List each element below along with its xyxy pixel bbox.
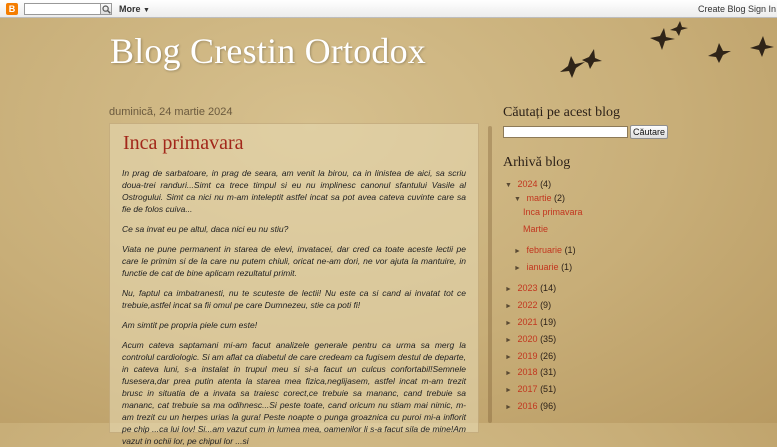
archive-count: (9) xyxy=(540,300,552,310)
archive-link[interactable]: 2019 xyxy=(517,351,538,361)
archive-count: (14) xyxy=(540,283,557,293)
archive-year-2020[interactable] xyxy=(505,334,556,344)
post-date-header: duminică, 24 martie 2024 xyxy=(109,106,233,118)
archive-year-2021[interactable] xyxy=(505,317,556,327)
post-paragraph: Viata ne pune permanent in starea de elevi, invatacei, dar cred ca toate aceste lectii pe care le primim si de la care nu putem chiuli, oricat ne-am dori, ne vor ajuta la mantuire, in functie de cat de bine aplicam rezultatul primit. xyxy=(122,244,466,278)
post-card xyxy=(109,123,479,446)
collapsed-toggle-icon[interactable]: ► xyxy=(505,286,512,293)
collapsed-toggle-icon[interactable]: ► xyxy=(505,370,512,377)
archive-count: (1) xyxy=(561,262,573,272)
collapsed-toggle-icon[interactable]: ► xyxy=(505,404,512,411)
collapsed-toggle-icon[interactable]: ► xyxy=(505,320,512,327)
birds-decoration-icon xyxy=(550,20,777,90)
blog-search-input[interactable] xyxy=(503,126,628,138)
archive-link[interactable]: 2018 xyxy=(517,367,538,377)
blogger-navbar xyxy=(0,0,777,18)
collapsed-toggle-icon[interactable]: ► xyxy=(514,248,521,255)
archive-link[interactable]: 2024 xyxy=(517,179,538,189)
archive-year-2018[interactable] xyxy=(505,367,556,377)
archive-link[interactable]: 2022 xyxy=(517,300,538,310)
post-paragraph: Am simtit pe propria piele cum este! xyxy=(122,320,258,330)
post-paragraph: Nu, faptul ca imbatranesti, nu te scuteste de lectii! Nu este ca si cand ai invatat tot ce trebuie,astfel incat sa fii omul pe care Dumnezeu, stie ca poti fi! xyxy=(122,288,466,310)
archive-post-link[interactable]: Martie xyxy=(523,224,549,234)
blogger-logo-icon[interactable]: B xyxy=(6,3,18,15)
post-paragraph: Ce sa invat eu pe altul, daca nici eu nu stiu? xyxy=(122,224,289,234)
archive-widget-heading: Arhivă blog xyxy=(503,155,571,170)
expanded-toggle-icon[interactable]: ▼ xyxy=(514,196,521,203)
post-title-link[interactable]: Inca primavara xyxy=(123,132,244,154)
archive-year-2017[interactable] xyxy=(505,384,556,394)
collapsed-toggle-icon[interactable]: ► xyxy=(514,265,521,272)
post-paragraph: In prag de sarbatoare, in prag de seara, am venit la birou, ca in linistea de aici, sa scriu doua-trei randuri...Simt ca trece timpul si eu nu implinesc canonul sfantului Vasile al Ostrogului. Simt ca nici nu m-am inteleptit astfel incat sa pot avea cateva cuvinte care sa fie de folos cuiva... xyxy=(122,168,466,214)
archive-count: (1) xyxy=(564,245,576,255)
post-body xyxy=(122,167,466,447)
archive-link[interactable]: 2017 xyxy=(517,384,538,394)
collapsed-toggle-icon[interactable]: ► xyxy=(505,387,512,394)
archive-link[interactable]: ianuarie xyxy=(526,262,559,272)
archive-count: (4) xyxy=(540,179,552,189)
archive-month-ianuarie[interactable] xyxy=(514,262,572,272)
sign-in-link[interactable]: Sign In xyxy=(748,4,777,14)
archive-count: (96) xyxy=(540,401,557,411)
archive-year-2016[interactable] xyxy=(505,401,556,411)
archive-count: (35) xyxy=(540,334,557,344)
archive-month-martie[interactable] xyxy=(514,193,565,203)
archive-link[interactable]: martie xyxy=(526,193,552,203)
archive-year-2024[interactable] xyxy=(505,179,551,189)
collapsed-toggle-icon[interactable]: ► xyxy=(505,354,512,361)
archive-count: (19) xyxy=(540,317,557,327)
post-scrollbar-thumb[interactable] xyxy=(488,126,492,423)
search-icon[interactable] xyxy=(100,3,112,15)
caret-down-icon: ▼ xyxy=(143,7,150,14)
archive-count: (31) xyxy=(540,367,557,377)
archive-link[interactable]: 2023 xyxy=(517,283,538,293)
archive-count: (2) xyxy=(554,193,566,203)
search-widget-heading: Căutați pe acest blog xyxy=(503,105,621,120)
collapsed-toggle-icon[interactable]: ► xyxy=(505,337,512,344)
archive-post-link[interactable]: Inca primavara xyxy=(523,207,583,217)
archive-link[interactable]: februarie xyxy=(526,245,563,255)
more-label: More xyxy=(119,4,141,14)
archive-year-2022[interactable] xyxy=(505,300,551,310)
archive-link[interactable]: 2020 xyxy=(517,334,538,344)
post-paragraph: Acum cateva saptamani mi-am facut analizele generale pentru ca urma sa merg la controlul cardiologic. Si am aflat ca diabetul de care credeam ca fugisem destul de departe, in cateva luni, s-a instalat in trupul meu si si-a facut un culcus confortabil!Semnele fusesera,dar prea putin atenta la starea mea fizica,neglijasem, astfel incat m-am trezit brusc in situatia de a invata sa traiesc corect,ce trebuie sa mananc, cand trebuie sa mananc, cat trebuie sa ma odihnesc...Si peste toate, cand oricum nu stiam mai nimic, m-am trezit cu un herpes urias la gura! Peste noapte o pungа groaznica cu puroi mi-a inflorit pe chip ...ca lui Iov! Si...am vazut cum in lumea mea, oamenilor li s-a facut sila de mine!Am vazut in ochii lor, pe chipul lor ...si xyxy=(122,340,466,446)
archive-count: (51) xyxy=(540,384,557,394)
archive-link[interactable]: 2021 xyxy=(517,317,538,327)
collapsed-toggle-icon[interactable]: ► xyxy=(505,303,512,310)
navbar-search-input[interactable] xyxy=(24,3,112,15)
blog-search-button[interactable]: Căutare xyxy=(630,125,668,139)
expanded-toggle-icon[interactable]: ▼ xyxy=(505,182,512,189)
create-blog-link[interactable]: Create Blog xyxy=(698,4,746,14)
archive-month-februarie[interactable] xyxy=(514,245,576,255)
archive-count: (26) xyxy=(540,351,557,361)
archive-year-2019[interactable] xyxy=(505,351,556,361)
blog-title[interactable]: Blog Crestin Ortodox xyxy=(110,31,426,71)
archive-link[interactable]: 2016 xyxy=(517,401,538,411)
more-menu-button[interactable] xyxy=(119,4,150,14)
archive-year-2023[interactable] xyxy=(505,283,556,293)
